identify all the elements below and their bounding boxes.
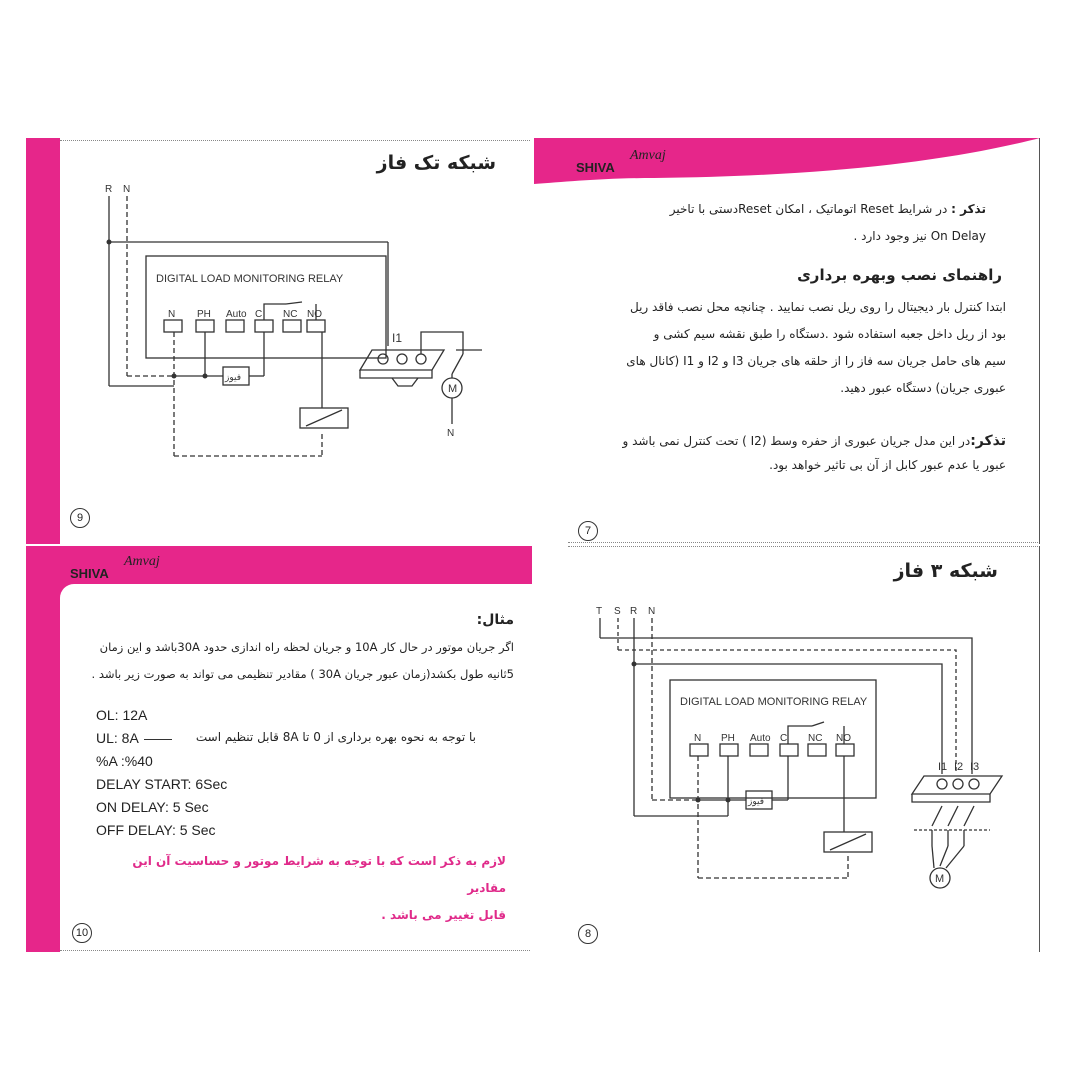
setting-ol: OL: 12A [96,707,148,723]
brand-shiva: SHIVA [70,566,109,581]
brand-amvaj: Amvaj [124,554,160,569]
terminal-nc: NC [283,309,298,320]
ct-label-2: I2 [954,761,964,773]
relay-title: DIGITAL LOAD MONITORING RELAY [680,696,868,708]
ct-label: I1 [392,331,403,345]
page-number-10: 10 [72,923,92,943]
section-heading: راهنمای نصب وبهره برداری [797,266,1002,284]
example-line-1: اگر جریان موتور در حال کار 10A و جریان لحظه راه اندازی حدود 30Aباشد و این زمان [99,640,514,654]
line-label-n: N [123,184,131,195]
page-number-7: 7 [578,521,598,541]
note-2-line-1: در این مدل جریان عبوری از حفره وسط (I2 ) تحت کنترل نمی باشد و [622,434,971,448]
example-line-2: 5ثانیه طول بکشد(زمان عبور جریان 30A ) مقادیر تنظیمی می تواند به صورت زیر باشد . [91,667,514,681]
note-2-label: تذکر: [970,433,1006,449]
note-1 [594,196,986,250]
line-label-s: S [614,606,621,617]
ul-dash [144,739,172,740]
three-phase-diagram [534,546,1040,952]
setting-delay-start: DELAY START: 6Sec [96,776,228,792]
warning-line-1: لازم به ذکر است که با توجه به شرایط موتور و حساسیت آن این مقادیر [132,854,506,895]
brand-logo [576,150,686,180]
fuse-label: فیوز [748,796,765,806]
right-border [1039,138,1040,544]
setting-on-delay: ON DELAY: 5 Sec [96,799,209,815]
neutral-out-label: N [447,428,455,439]
ul-note: با توجه به نحوه بهره برداری از 0 تا 8A قابل تنظیم است [195,730,476,744]
page-7 [534,138,1040,544]
para-line-2: بود از ریل داخل جعبه استفاده شود .دستگاه را طبق نقشه سیم کشی و [653,327,1006,341]
line-label-n: N [648,606,656,617]
line-label-t: T [596,606,603,617]
brand-logo [70,556,180,586]
line-label-r: R [630,606,638,617]
note-2-line-2: عبور یا عدم عبور کابل از آن بی تاثیر خواهد بود. [769,458,1006,472]
relay-title: DIGITAL LOAD MONITORING RELAY [156,273,344,285]
note-1-line-2: On Delay نیز وجود دارد . [853,229,986,243]
page-title: شبکه تک فاز [376,152,496,174]
page-number-8: 8 [578,924,598,944]
line-label-r: R [105,184,113,195]
fuse-label: فیوز [225,372,242,382]
dotted-border-bottom [60,950,530,951]
terminal-ph: PH [197,309,211,320]
setting-percent: %A :%40 [96,753,153,769]
example-text [76,634,514,688]
setting-ul: UL: 8A [96,730,139,746]
terminal-auto: Auto [750,733,771,744]
page-10 [26,546,532,952]
note-1-line-1: در شرایط Reset اتوماتیک ، امکان Resetدستی با تاخیر [669,202,948,216]
dotted-border-top [568,546,1038,547]
ct-label-1: I1 [938,761,948,773]
terminal-nc: NC [808,733,823,744]
setting-off-delay: OFF DELAY: 5 Sec [96,822,216,838]
example-label: مثال: [476,612,514,628]
para-line-4: عبوری جریان) دستگاه عبور دهید. [840,381,1006,395]
motor-label: M [448,383,458,395]
page-number-9: 9 [70,508,90,528]
terminal-n: N [694,733,702,744]
warning-line-2: قابل تغییر می باشد . [381,908,506,922]
brand-amvaj: Amvaj [630,148,666,163]
dotted-border-bottom [568,542,1038,543]
note-2 [594,428,1006,475]
note-1-label: تذکر : [951,202,986,216]
terminal-auto: Auto [226,309,247,320]
page-title: شبکه ۳ فاز [893,560,998,582]
terminal-ph: PH [721,733,735,744]
brand-shiva: SHIVA [576,160,615,175]
terminal-c: C [255,309,263,320]
single-phase-diagram [26,138,532,544]
terminal-c: C [780,733,788,744]
motor-label: M [935,873,945,885]
para-line-1: ابتدا کنترل بار دیجیتال را روی ریل نصب نمایید . چنانچه محل نصب فاقد ریل [630,300,1006,314]
install-paragraph [594,294,1006,402]
page-8 [534,546,1040,952]
warning-text [106,848,506,929]
settings-list [96,704,296,842]
page-9 [26,138,532,544]
para-line-3: سیم های حامل جریان سه فاز را از حلقه های جریان I3 و I2 و I1 (کانال های [626,354,1006,368]
terminal-no: NO [836,733,851,744]
ct-label-3: I3 [970,761,980,773]
terminal-n: N [168,309,176,320]
terminal-no: NO [307,309,322,320]
